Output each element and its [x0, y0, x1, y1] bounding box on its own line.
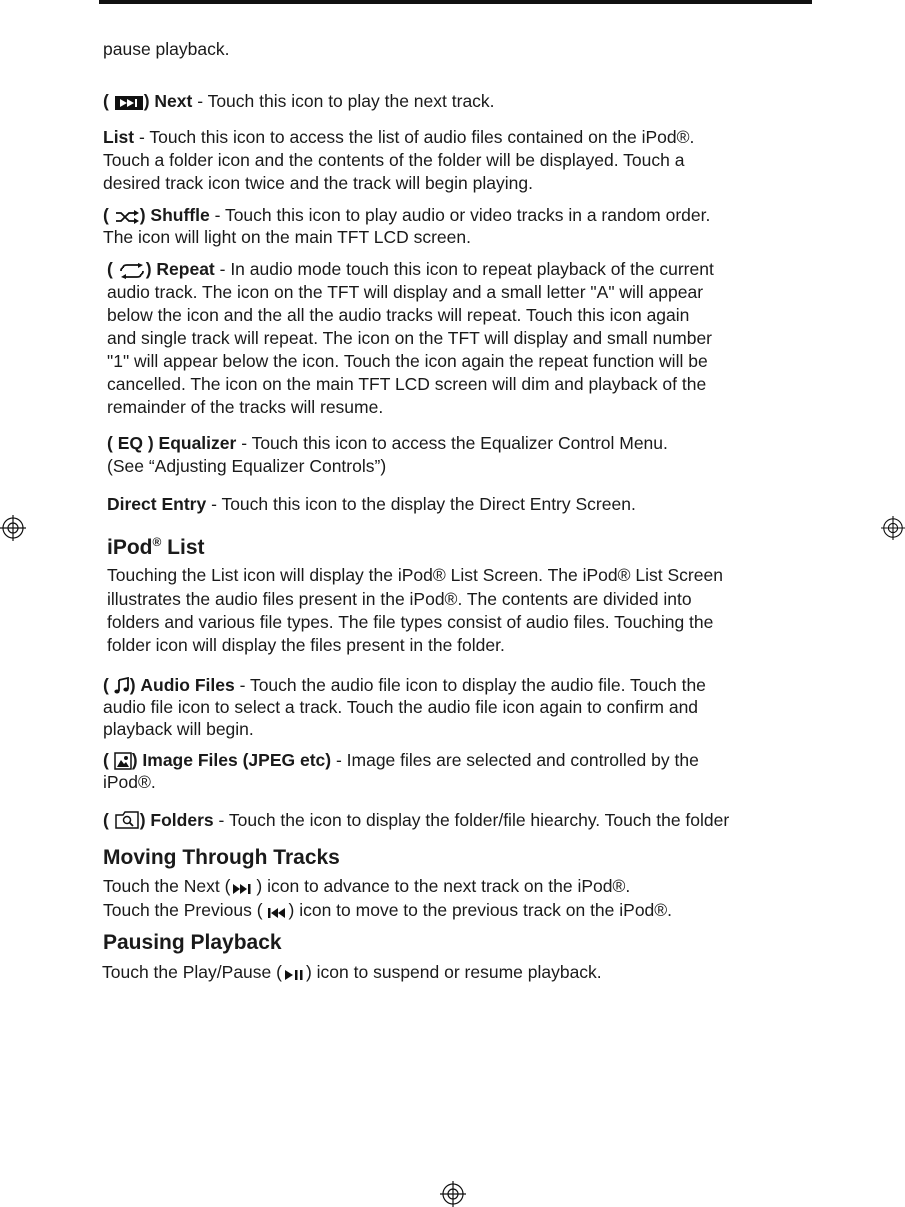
repeat-open-paren: ( [107, 259, 113, 279]
folders-item [103, 809, 729, 832]
next-track-icon [114, 95, 144, 111]
shuffle-close-paren: ) [139, 205, 146, 225]
folder-search-icon [114, 810, 140, 830]
list-line-3: desired track icon twice and the track will begin playing. [103, 173, 533, 193]
equalizer-label: ( EQ ) Equalizer [107, 433, 237, 453]
image-icon [114, 752, 132, 770]
ipod-list-line-4: folder icon will display the files present in the folder. [107, 635, 505, 655]
repeat-line-3: below the icon and the all the audio tracks will repeat. Touch this icon again [107, 305, 690, 325]
moving-prev-text-a: Touch the Previous ( [103, 900, 263, 920]
repeat-line-4: and single track will repeat. The icon on the TFT will display and small number [107, 328, 713, 348]
next-open-paren: ( [103, 91, 109, 111]
equalizer-line-2: (See “Adjusting Equalizer Controls”) [107, 456, 387, 476]
ipod-list-line-1: Touching the List icon will display the iPod® List Screen. The iPod® List Screen [107, 565, 723, 585]
ipod-list-title-b: List [161, 536, 205, 559]
ipod-list-title-reg: ® [152, 535, 162, 549]
ipod-list-line-2: illustrates the audio files present in the iPod®. The contents are divided into [107, 589, 692, 609]
pausing-title: Pausing Playback [103, 931, 282, 954]
repeat-label: Repeat [156, 259, 215, 279]
audio-files-line-1: - Touch the audio file icon to display the audio file. Touch the [234, 675, 706, 695]
moving-prev-line [103, 899, 672, 922]
pausing-line [102, 961, 602, 984]
audio-files-open-paren: ( [103, 675, 109, 695]
next-desc: - Touch this icon to play the next track. [192, 91, 495, 111]
registration-mark-left-icon [0, 515, 26, 541]
next-label: Next [154, 91, 193, 111]
audio-files-line-2: audio file icon to select a track. Touch the audio file icon again to confirm and [103, 697, 699, 717]
shuffle-open-paren: ( [103, 205, 109, 225]
moving-title: Moving Through Tracks [103, 846, 340, 869]
list-label: List [103, 127, 135, 147]
repeat-line-6: cancelled. The icon on the main TFT LCD screen will dim and playback of the [107, 374, 707, 394]
pausing-text-b: ) icon to suspend or resume playback. [305, 962, 602, 982]
image-files-line-2: iPod®. [103, 772, 156, 792]
music-note-icon [114, 677, 130, 695]
ipod-list-title [107, 535, 205, 560]
audio-files-close-paren: ) [129, 675, 136, 695]
direct-entry-item [107, 493, 636, 516]
audio-files-label: Audio Files [140, 675, 235, 695]
image-files-line-1: - Image files are selected and controlled by the [331, 750, 699, 770]
next-close-paren: ) [143, 91, 150, 111]
shuffle-line-1: - Touch this icon to play audio or video tracks in a random order. [209, 205, 711, 225]
equalizer-line-1: - Touch this icon to access the Equalizer Control Menu. [236, 433, 668, 453]
direct-entry-label: Direct Entry [107, 494, 207, 514]
moving-next-text-b: ) icon to advance to the next track on the iPod®. [256, 876, 631, 896]
pausing-text-a: Touch the Play/Pause ( [102, 962, 282, 982]
next-track-small-icon [230, 882, 256, 896]
direct-entry-desc: - Touch this icon to the display the Direct Entry Screen. [206, 494, 636, 514]
moving-next-text-a: Touch the Next ( [103, 876, 231, 896]
ipod-list-title-a: iPod [107, 536, 153, 559]
folders-close-paren: ) [139, 810, 146, 830]
moving-next-line [103, 875, 630, 898]
previous-track-icon [263, 906, 289, 920]
registration-mark-bottom-icon [440, 1181, 466, 1207]
top-rule [99, 0, 812, 4]
image-files-open-paren: ( [103, 750, 109, 770]
folders-label: Folders [150, 810, 214, 830]
repeat-icon [118, 263, 146, 279]
registration-mark-right-icon [881, 515, 905, 541]
folders-open-paren: ( [103, 810, 109, 830]
repeat-line-5: "1" will appear below the icon. Touch the icon again the repeat function will be [107, 351, 708, 371]
audio-files-line-3: playback will begin. [103, 719, 254, 739]
folders-desc: - Touch the icon to display the folder/file hiearchy. Touch the folder [213, 810, 730, 830]
repeat-line-2: audio track. The icon on the TFT will display and a small letter "A" will appear [107, 282, 704, 302]
repeat-line-1: - In audio mode touch this icon to repeat playback of the current [214, 259, 714, 279]
image-files-close-paren: ) [131, 750, 138, 770]
shuffle-icon [114, 209, 140, 225]
list-line-1: - Touch this icon to access the list of audio files contained on the iPod®. [134, 127, 695, 147]
shuffle-label: Shuffle [150, 205, 210, 225]
next-item [103, 90, 495, 113]
shuffle-line-2: The icon will light on the main TFT LCD screen. [103, 227, 471, 247]
list-line-2: Touch a folder icon and the contents of the folder will be displayed. Touch a [103, 150, 685, 170]
image-files-label: Image Files (JPEG etc) [142, 750, 332, 770]
ipod-list-line-3: folders and various file types. The file types consist of audio files. Touching the [107, 612, 714, 632]
moving-prev-text-b: ) icon to move to the previous track on the iPod®. [288, 900, 673, 920]
repeat-close-paren: ) [145, 259, 152, 279]
play-pause-icon [282, 968, 306, 982]
repeat-line-7: remainder of the tracks will resume. [107, 397, 384, 417]
pause-continuation: pause playback. [103, 39, 230, 59]
